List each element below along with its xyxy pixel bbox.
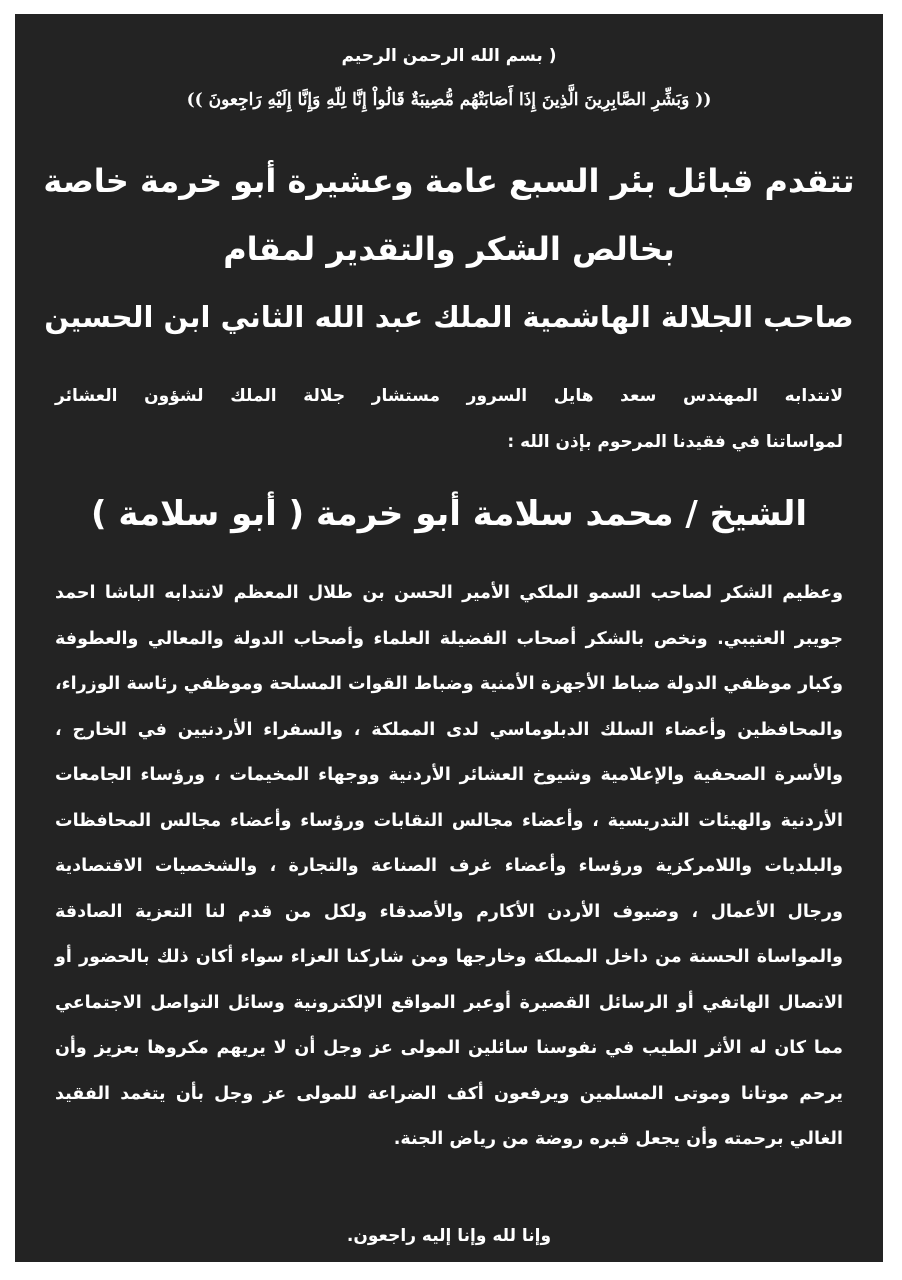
headline-thanks: بخالص الشكر والتقدير لمقام xyxy=(223,230,675,268)
deceased-name: الشيخ / محمد سلامة أبو خرمة ( أبو سلامة ) xyxy=(90,494,808,534)
headline-tribes: تتقدم قبائل بئر السبع عامة وعشيرة أبو خرمة خاصة xyxy=(43,162,855,200)
closing-phrase: وإنا لله وإنا إليه راجعون. xyxy=(346,1226,552,1246)
condolence-notice xyxy=(15,14,883,1262)
basmala: ( بسم الله الرحمن الرحيم xyxy=(341,46,557,66)
quran-verse: (( وَبَشِّرِ الصَّابِرِينَ الَّذِينَ إِذَا أَصَابَتْهُم مُّصِيبَةٌ قَالُواْ إِنَّا لِلّهِ وَإِنَّا إِلَيْهِ رَاجِعونَ )) xyxy=(186,90,712,110)
intro-line-2: لمواساتنا في فقيدنا المرحوم بإذن الله : xyxy=(507,432,843,452)
headline-king: صاحب الجلالة الهاشمية الملك عبد الله الثاني ابن الحسين xyxy=(44,300,854,334)
intro-line-1: لانتدابه المهندس سعد هايل السرور مستشار جلالة الملك لشؤون العشائر xyxy=(55,386,843,406)
thanks-body: وعظيم الشكر لصاحب السمو الملكي الأمير الحسن بن طلال المعظم لانتدابه الباشا احمد جويبر العتيبي. ونخص بالشكر أصحاب الفضيلة العلماء وأصحاب الدولة والمعالي والعطوفة وكبار موظفي الدولة ضباط الأجهزة الأمنية وضباط القوات المسلحة وموظفي رئاسة الوزراء، والمحافظين وأعضاء السلك الدبلوماسي لدى المملكة ، والسفراء الأردنيين في الخارج ، والأسرة الصحفية والإعلامية وشيوخ العشائر الأردنية ووجهاء المخيمات ، ورؤساء الجامعات الأردنية والهيئات التدريسية ، وأعضاء مجالس النقابات ورؤساء وأعضاء مجالس المحافظات والبلديات واللامركزية ورؤساء وأعضاء غرف الصناعة والتجارة ، والشخصيات الاقتصادية ورجال الأعمال ، وضيوف الأردن الأكارم والأصدقاء ولكل من قدم لنا التعزية الصادقة والمواساة الحسنة من داخل المملكة وخارجها ومن شاركنا العزاء سواء أكان ذلك بالحضور أو الاتصال الهاتفي أو الرسائل القصيرة أوعبر المواقع الإلكترونية وسائل التواصل الاجتماعي مما كان له الأثر الطيب في نفوسنا سائلين المولى عز وجل أن لا يريهم مكروها بعزيز وأن يرحم موتانا وموتى المسلمين ويرفعون أكف الضراعة للمولى عز وجل بأن يتغمد الفقيد الغالي برحمته وأن يجعل قبره روضة من رياض الجنة. xyxy=(55,583,843,1149)
